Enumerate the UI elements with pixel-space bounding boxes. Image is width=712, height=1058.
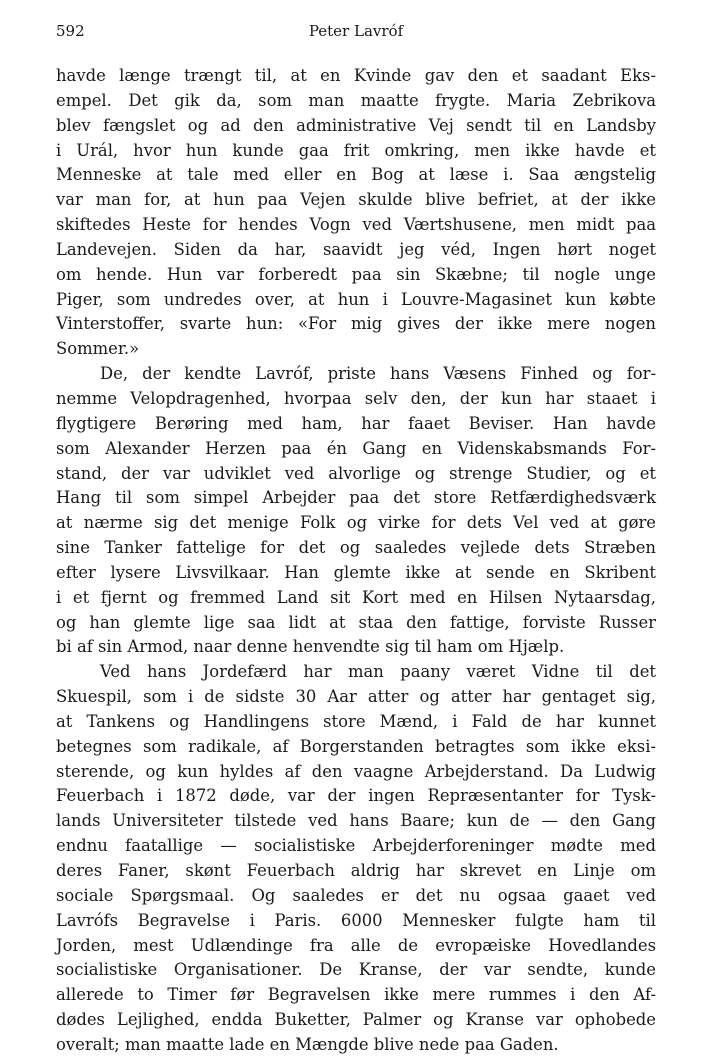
text-line: at Tankens og Handlingens store Mænd, i Fald de har kunnet — [56, 711, 656, 731]
text-line: deres Faner, skønt Feuerbach aldrig har skrevet en Linje om — [56, 861, 656, 880]
text-line: at nærme sig det menige Folk og virke for dets Vel ved at gøre — [56, 513, 656, 533]
text-line: Vinterstoffer, svarte hun: «For mig gives der ikke mere nogen — [56, 314, 656, 334]
text-line: Piger, som undredes over, at hun i Louvre-Magasinet kun købte — [56, 289, 656, 309]
text-line: Feuerbach i 1872 døde, var der ingen Repræsentanter for Tysk- — [56, 786, 656, 806]
text-line: betegnes som radikale, af Borgerstanden betragtes som ikke eksi- — [56, 736, 656, 756]
text-line: blev fængslet og ad den administrative Vej sendt til en Landsby — [56, 115, 656, 135]
text-line: endnu faatallige — socialistiske Arbejderforeninger mødte med — [56, 836, 656, 856]
book-page — [56, 22, 656, 1058]
text-line: lands Universiteter tilstede ved hans Baare; kun de — den Gang — [56, 811, 656, 831]
paragraph — [56, 64, 656, 362]
text-line: Jorden, mest Udlændinge fra alle de evropæiske Hovedlandes — [56, 935, 656, 955]
text-line: nemme Velopdragenhed, hvorpaa selv den, der kun har staaet i — [56, 388, 656, 408]
text-line: om hende. Hun var forberedt paa sin Skæbne; til nogle unge — [56, 264, 656, 284]
text-line: sine Tanker fattelige for det og saaledes vejlede dets Stræben — [56, 538, 656, 558]
text-line: efter lysere Livsvilkaar. Han glemte ikke at sende en Skribent — [56, 562, 656, 582]
text-line: havde længe trængt til, at en Kvinde gav den et saadant Eks- — [56, 66, 656, 85]
text-line: som Alexander Herzen paa én Gang en Videnskabsmands For- — [56, 438, 656, 458]
text-line: flygtigere Berøring med ham, har faaet Beviser. Han havde — [56, 413, 656, 433]
text-line: stand, der var udviklet ved alvorlige og strenge Studier, og et — [56, 463, 656, 483]
text-line: Landevejen. Siden da har, saavidt jeg véd, Ingen hørt noget — [56, 239, 656, 259]
text-line: Hang til som simpel Arbejder paa det store Retfærdighedsværk — [56, 488, 656, 508]
text-line: i et fjernt og fremmed Land sit Kort med en Hilsen Nytaarsdag, — [56, 587, 656, 607]
text-line: Skuespil, som i de sidste 30 Aar atter og atter har gentaget sig, — [56, 687, 656, 707]
text-line: i Urál, hvor hun kunde gaa frit omkring, men ikke havde et — [56, 140, 656, 160]
text-line: var man for, at hun paa Vejen skulde blive befriet, at der ikke — [56, 190, 656, 210]
text-line: allerede to Timer før Begravelsen ikke mere rummes i den Af- — [56, 985, 656, 1005]
text-line: sterende, og kun hyldes af den vaagne Arbejderstand. Da Ludwig — [56, 761, 656, 781]
text-line: Ved hans Jordefærd har man paany været Vidne til det — [100, 662, 656, 682]
text-line: skiftedes Heste for hendes Vogn ved Værtshusene, men midt paa — [56, 215, 656, 235]
text-line: Sommer.» — [56, 339, 140, 359]
body-text — [56, 64, 656, 1058]
text-line: Lavrófs Begravelse i Paris. 6000 Mennesker fulgte ham til — [56, 910, 656, 930]
text-line: De, der kendte Lavróf, priste hans Væsens Finhed og for- — [100, 364, 656, 384]
text-line: empel. Det gik da, som man maatte frygte. Maria Zebrikova — [56, 90, 656, 110]
page-number: 592 — [56, 22, 85, 40]
text-line: Menneske at tale med eller en Bog at læse i. Saa ængstelig — [56, 165, 656, 185]
text-line: socialistiske Organisationer. De Kranse, der var sendte, kunde — [56, 960, 656, 980]
page-header — [56, 22, 656, 48]
text-line: dødes Lejlighed, endda Buketter, Palmer og Kranse var ophobede — [56, 1010, 656, 1030]
running-title: Peter Lavróf — [308, 22, 404, 40]
text-line: sociale Spørgsmaal. Og saaledes er det nu ogsaa gaaet ved — [56, 885, 656, 905]
text-line: og han glemte lige saa lidt at staa den fattige, forviste Russer — [56, 612, 656, 632]
text-line: overalt; man maatte lade en Mængde blive nede paa Gaden. — [56, 1034, 559, 1054]
paragraph — [56, 660, 656, 1058]
text-line: bi af sin Armod, naar denne henvendte sig til ham om Hjælp. — [56, 637, 565, 657]
paragraph — [56, 362, 656, 660]
